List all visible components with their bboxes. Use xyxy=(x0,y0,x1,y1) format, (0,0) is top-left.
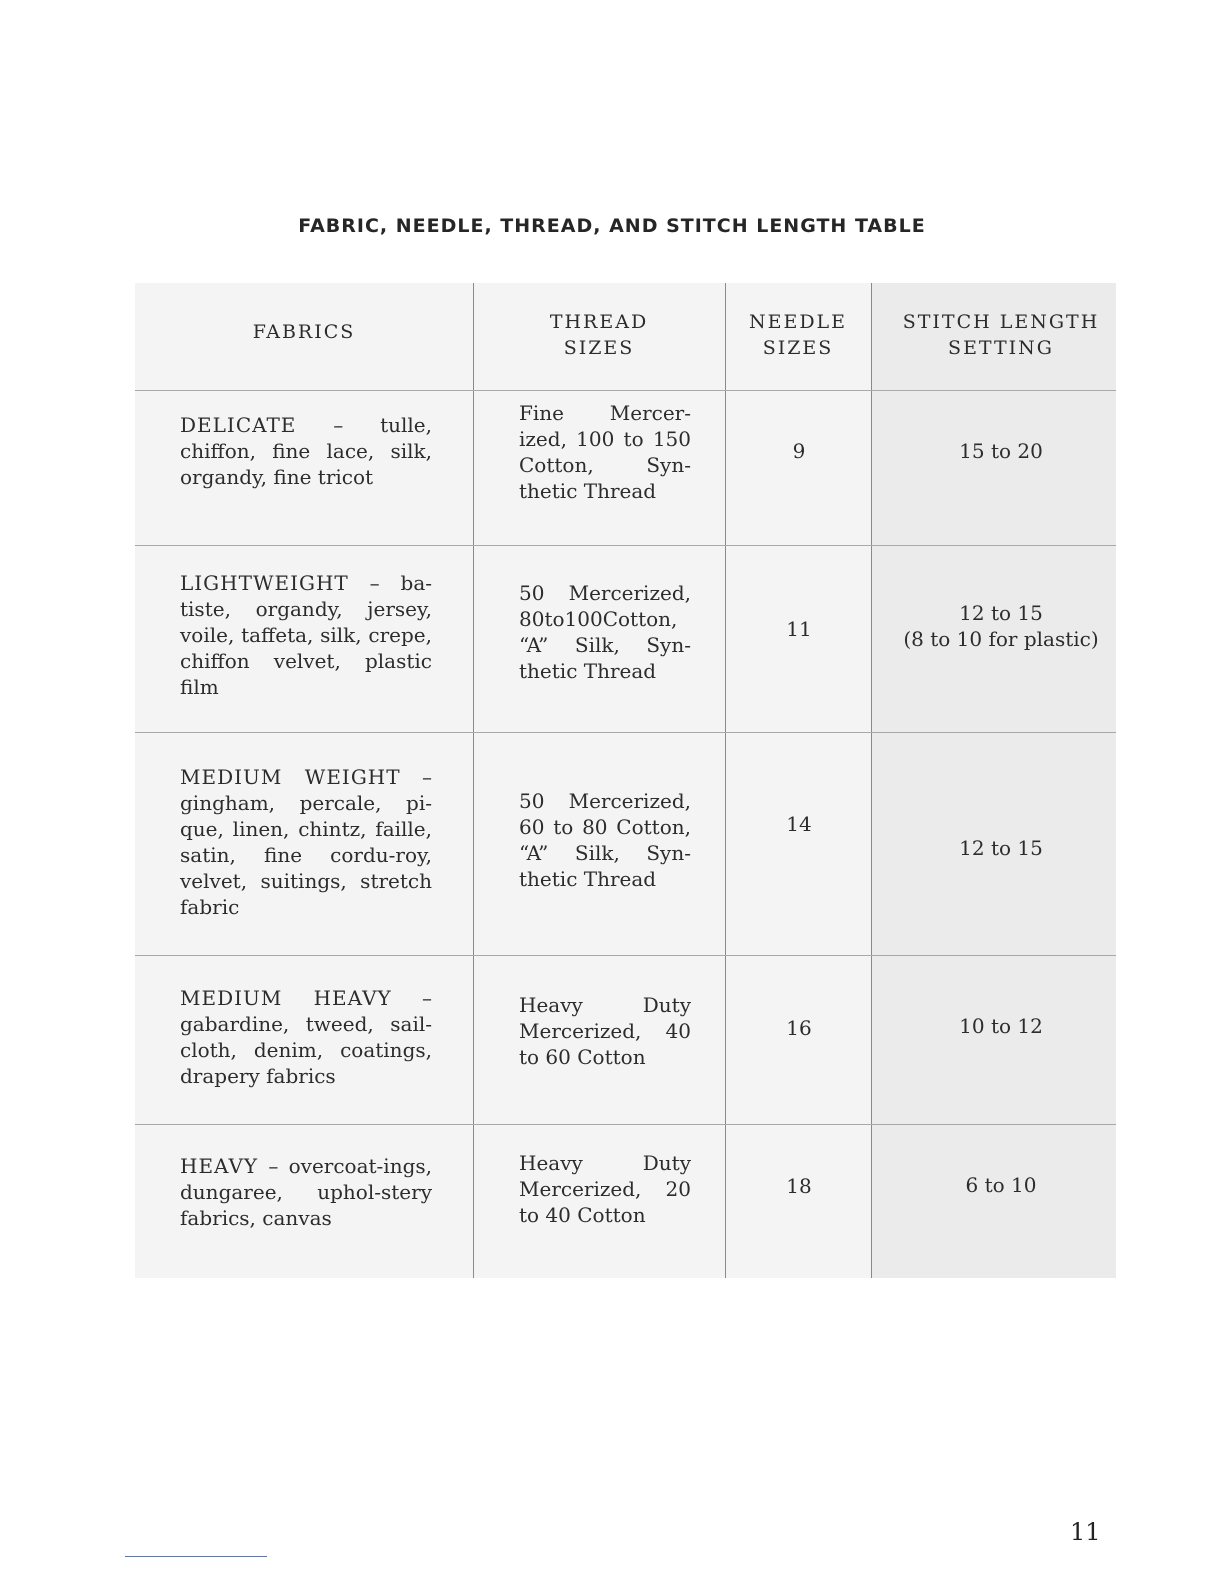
needle-cell: 11 xyxy=(786,617,812,641)
thread-cell: Heavy Duty Mercerized, 40 to 60 Cotton xyxy=(519,993,691,1069)
fabric-cell-medium-heavy xyxy=(180,985,432,1089)
fabric-name: MEDIUM HEAVY xyxy=(180,986,392,1010)
stitch-cell xyxy=(872,600,1130,652)
fabric-cell-lightweight xyxy=(180,570,432,700)
stitch-line: (8 to 10 for plastic) xyxy=(903,627,1099,651)
fabric-description: – gingham, percale, pi-que, linen, chintz, faille, satin, fine cordu-roy, velvet, suitings, stretch fabric xyxy=(180,765,432,919)
page-number: 11 xyxy=(1070,1518,1101,1546)
row-divider xyxy=(135,955,1116,956)
stitch-cell xyxy=(872,835,1130,861)
header-stitch-length xyxy=(871,309,1131,361)
header-thread-line: SIZES xyxy=(563,337,635,359)
stitch-cell xyxy=(872,1013,1130,1039)
header-thread-line: THREAD xyxy=(549,311,649,333)
fabric-table xyxy=(135,283,1116,1278)
stitch-line: 12 to 15 xyxy=(959,836,1043,860)
column-divider xyxy=(725,283,726,1278)
fabric-name: DELICATE xyxy=(180,413,297,437)
page-title: FABRIC, NEEDLE, THREAD, AND STITCH LENGTH TABLE xyxy=(298,215,926,237)
fabric-name: HEAVY xyxy=(180,1154,259,1178)
header-needle-line: SIZES xyxy=(762,337,834,359)
stitch-line: 15 to 20 xyxy=(959,439,1043,463)
row-divider xyxy=(135,1124,1116,1125)
thread-cell: 50 Mercerized, 60 to 80 Cotton, “A” Silk, Syn-thetic Thread xyxy=(519,789,691,891)
stitch-line: 10 to 12 xyxy=(959,1014,1043,1038)
header-thread-sizes xyxy=(473,309,725,361)
stitch-cell xyxy=(872,1172,1130,1198)
fabric-name: MEDIUM WEIGHT xyxy=(180,765,401,789)
needle-cell: 16 xyxy=(786,1016,812,1040)
column-divider xyxy=(473,283,474,1278)
header-fabrics: FABRICS xyxy=(252,321,356,343)
row-divider xyxy=(135,545,1116,546)
fabric-cell-delicate xyxy=(180,412,432,490)
header-needle-sizes xyxy=(725,309,871,361)
thread-cell: 50 Mercerized, 80to100Cotton, “A” Silk, Syn-thetic Thread xyxy=(519,581,691,683)
fabric-name: LIGHTWEIGHT xyxy=(180,571,349,595)
fabric-description: – gabardine, tweed, sail-cloth, denim, coatings, drapery fabrics xyxy=(180,986,433,1088)
fabric-cell-heavy xyxy=(180,1153,432,1231)
row-divider xyxy=(135,732,1116,733)
fabric-description: – ba-tiste, organdy, jersey, voile, taffeta, silk, crepe, chiffon velvet, plastic film xyxy=(180,571,432,699)
footer-rule xyxy=(125,1556,267,1557)
stitch-line: 6 to 10 xyxy=(965,1173,1037,1197)
fabric-cell-medium-weight xyxy=(180,764,432,920)
needle-cell: 18 xyxy=(786,1174,812,1198)
thread-cell: Fine Mercer-ized, 100 to 150 Cotton, Syn-thetic Thread xyxy=(519,401,691,503)
fabric-description: – overcoat-ings, dungaree, uphol-stery fabrics, canvas xyxy=(180,1154,432,1230)
needle-cell: 9 xyxy=(792,439,806,463)
stitch-line: 12 to 15 xyxy=(959,601,1043,625)
header-needle-line: NEEDLE xyxy=(748,311,848,333)
stitch-cell xyxy=(872,438,1130,464)
header-stitch-line: STITCH LENGTH xyxy=(902,311,1100,333)
needle-cell: 14 xyxy=(786,812,812,836)
thread-cell: Heavy Duty Mercerized, 20 to 40 Cotton xyxy=(519,1151,691,1227)
stitch-column-shading xyxy=(872,283,1116,1278)
header-stitch-line: SETTING xyxy=(948,337,1054,359)
fabric-description: – tulle, chiffon, fine lace, silk, organdy, fine tricot xyxy=(180,413,433,489)
row-divider xyxy=(135,390,1116,391)
column-divider xyxy=(871,283,872,1278)
